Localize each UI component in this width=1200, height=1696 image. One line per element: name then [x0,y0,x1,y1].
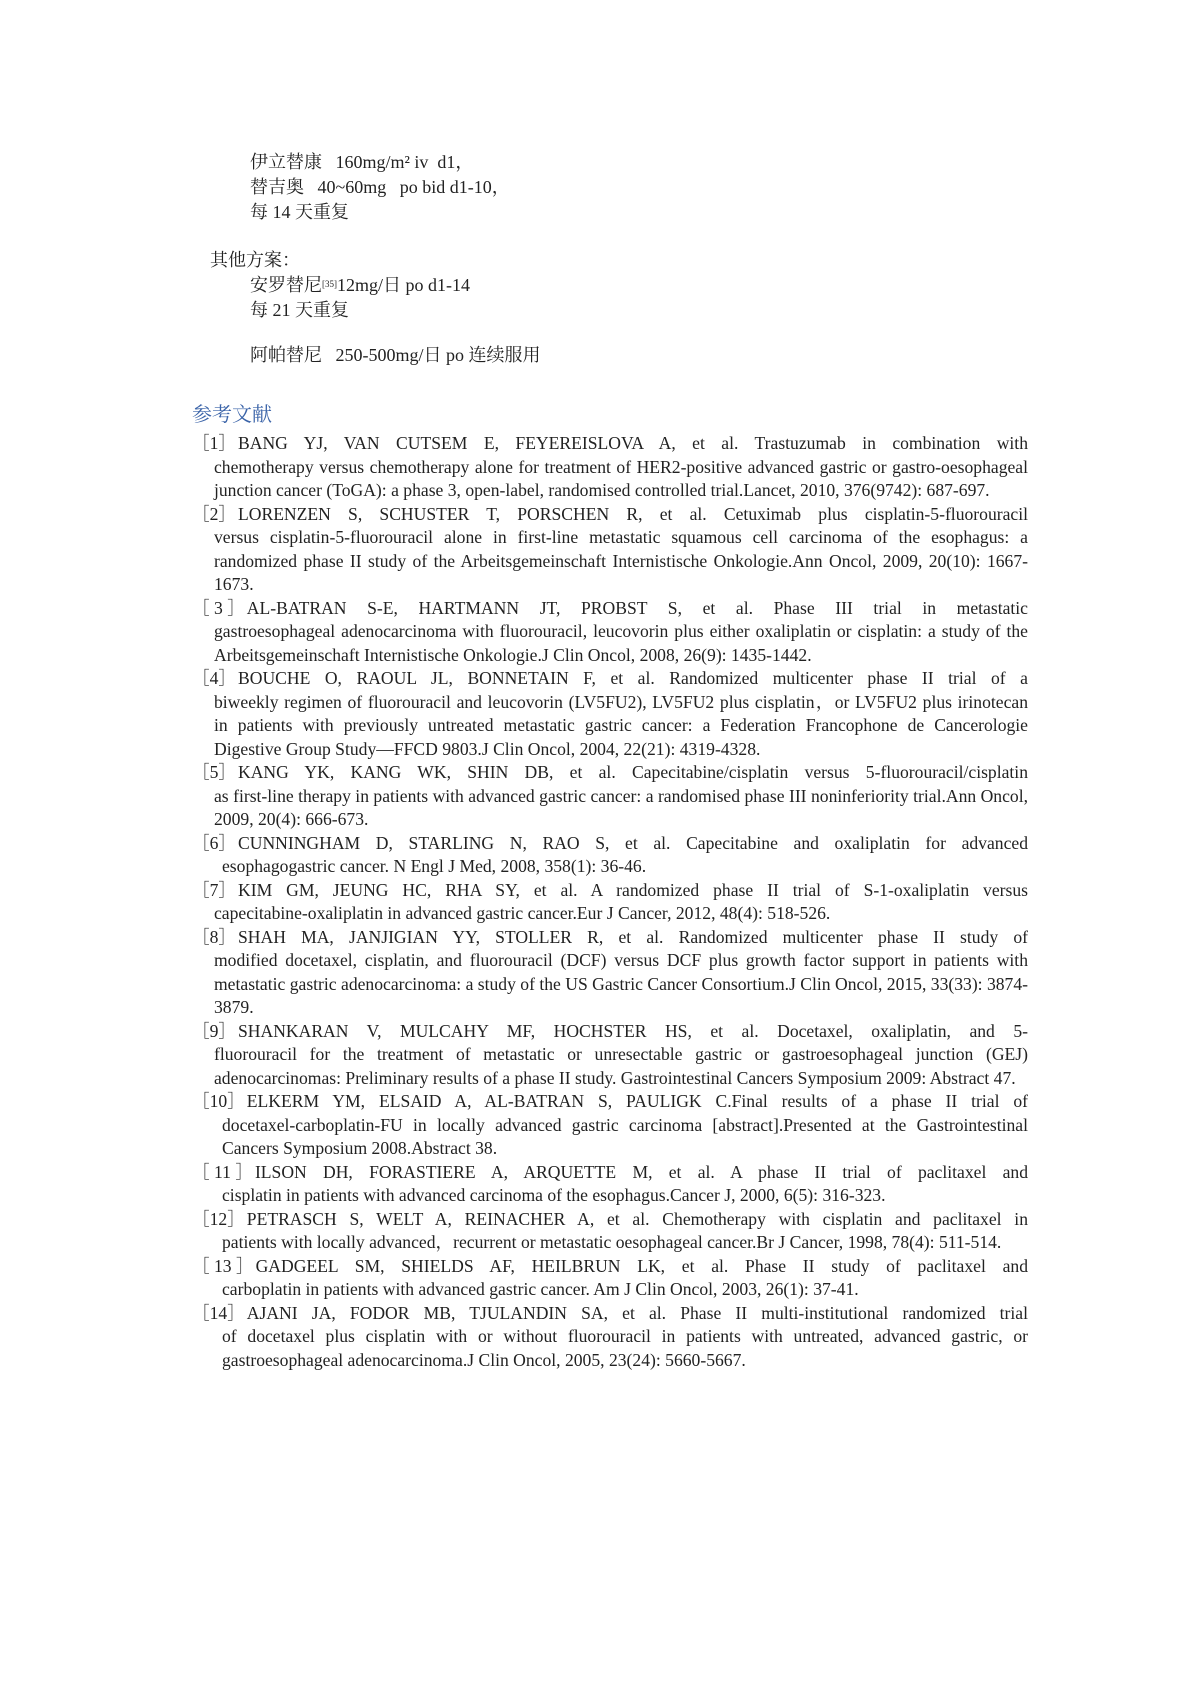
regimen-line-s1: 替吉奥 40~60mg po bid d1-10， [250,177,510,197]
reference-first-line: SHAH MA, JANJIGIAN YY, STOLLER R, et al. Randomized multicenter phase II study of [238,926,1028,947]
reference-number: ［9］ [192,1020,236,1041]
reference-item [192,1020,1028,1091]
reference-first-line: AL-BATRAN S-E, HARTMANN JT, PROBST S, et al. Phase III trial in metastatic [246,597,1028,618]
reference-continuation: gastroesophageal adenocarcinoma with fluorouracil, leucovorin plus either oxaliplatin or cisplatin: a study of the Arbeitsgemeinschaft Internistische Onkologie.J Clin Oncol, 2008, 26(9): 1435-1442. [214,621,1028,665]
reference-first-line: GADGEEL SM, SHIELDS AF, HEILBRUN LK, et al. Phase II study of paclitaxel and [255,1255,1028,1276]
reference-item [192,761,1028,832]
reference-continuation: capecitabine-oxaliplatin in advanced gastric cancer.Eur J Cancer, 2012, 48(4): 518-526. [214,903,831,923]
reference-continuation: modified docetaxel, cisplatin, and fluorouracil (DCF) versus DCF plus growth factor support in patients with metastatic gastric adenocarcinoma: a study of the US Gastric Cancer Consortium.J Clin Oncol, 2015, 33(33): 3874-3879. [214,950,1029,1017]
reference-continuation: fluorouracil for the treatment of metastatic or unresectable gastric or gastroesophageal junction (GEJ) adenocarcinomas: Preliminary results of a phase II study. Gastrointestinal Cancers Symposium 2009: Abstract 47. [214,1044,1028,1088]
regimen-line-repeat21: 每 21 天重复 [250,300,349,320]
regimen-line-irinotecan: 伊立替康 160mg/m² iv d1， [250,152,474,172]
reference-first-line: SHANKARAN V, MULCAHY MF, HOCHSTER HS, et al. Docetaxel, oxaliplatin, and 5- [238,1020,1028,1041]
reference-first-line: KIM GM, JEUNG HC, RHA SY, et al. A randomized phase II trial of S-1-oxaliplatin versus [238,879,1028,900]
reference-number: ［6］ [192,832,236,853]
reference-item [192,1302,1028,1373]
reference-first-line: LORENZEN S, SCHUSTER T, PORSCHEN R, et al. Cetuximab plus cisplatin-5-fluorouracil [238,503,1028,524]
drug-name: 安罗替尼 [250,275,322,295]
dose-text: 12mg/日 po d1-14 [337,275,470,295]
other-regimens-block [250,273,541,368]
regimen-block [250,150,510,225]
reference-continuation: of docetaxel plus cisplatin with or without fluorouracil in patients with untreated, advanced gastric, or gastroesophageal adenocarcinoma.J Clin Oncol, 2005, 23(24): 5660-5667. [222,1326,1028,1370]
reference-continuation: as first-line therapy in patients with advanced gastric cancer: a randomised phase III noninferiority trial.Ann Oncol, 2009, 20(4): 666-673. [214,785,1028,829]
citation-mark: [35] [322,279,337,289]
reference-first-line: ELKERM YM, ELSAID A, AL-BATRAN S, PAULIGK C.Final results of a phase II trial of [246,1091,1028,1111]
reference-item [192,1090,1028,1161]
reference-number: ［ 13 ］ [192,1255,254,1276]
reference-number: ［ 11 ］ [192,1161,253,1182]
reference-item [192,597,1028,668]
reference-first-line: BANG YJ, VAN CUTSEM E, FEYEREISLOVA A, et al. Trastuzumab in combination with [238,433,1028,453]
reference-first-line: KANG YK, KANG WK, SHIN DB, et al. Capecitabine/cisplatin versus 5-fluorouracil/cisplatin [238,762,1028,782]
reference-continuation: esophagogastric cancer. N Engl J Med, 2008, 358(1): 36-46. [222,856,647,876]
regimen-line-anlotinib [250,273,541,298]
reference-continuation: versus cisplatin-5-fluorouracil alone in first-line metastatic squamous cell carcinoma of the esophagus: a randomized phase II study of the Arbeitsgemeinschaft Internistische Onkologie.Ann Oncol, 2009, 20(10): 1667-1673. [214,527,1028,594]
reference-number: ［7］ [192,879,236,900]
reference-number: ［1］ [192,433,236,453]
reference-item [192,1255,1028,1302]
reference-item [192,503,1028,597]
reference-continuation: chemotherapy versus chemotherapy alone for treatment of HER2-positive advanced gastric or gastro-oesophageal junction cancer (ToGA): a phase 3, open-label, randomised controlled trial.Lancet, 2010, 376(9742): 687-697. [214,456,1028,500]
reference-first-line: BOUCHE O, RAOUL JL, BONNETAIN F, et al. Randomized multicenter phase II trial of a [238,668,1028,688]
reference-first-line: ILSON DH, FORASTIERE A, ARQUETTE M, et al. A phase II trial of paclitaxel and [254,1161,1028,1182]
other-regimens-heading: 其他方案： [210,250,300,270]
reference-continuation: biweekly regimen of fluorouracil and leucovorin (LV5FU2), LV5FU2 plus cisplatin，or LV5FU2 plus irinotecan in patients with previously untreated metastatic gastric cancer: a Federation Francophone de Cancerologie Digestive Group Study—FFCD 9803.J Clin Oncol, 2004, 22(21): 4319-4328. [214,691,1028,759]
reference-number: ［2］ [192,503,236,524]
reference-item [192,432,1028,503]
reference-number: ［12］ [192,1208,245,1229]
reference-item [192,1161,1028,1208]
reference-item [192,832,1028,879]
reference-number: ［4］ [192,668,236,688]
reference-first-line: AJANI JA, FODOR MB, TJULANDIN SA, et al. Phase II multi-institutional randomized trial [246,1302,1028,1323]
regimen-line-apatinib: 阿帕替尼 250-500mg/日 po 连续服用 [250,345,541,365]
reference-continuation: docetaxel-carboplatin-FU in locally advanced gastric carcinoma [abstract].Presented at the Gastrointestinal Cancers Symposium 2008.Abstract 38. [222,1114,1028,1158]
reference-continuation: patients with locally advanced，recurrent or metastatic oesophageal cancer.Br J Cancer, 1998, 78(4): 511-514. [222,1232,1002,1252]
reference-item [192,926,1028,1020]
reference-number: ［5］ [192,762,236,782]
reference-number: ［14］ [192,1302,245,1323]
references-heading: 参考文献 [192,404,272,426]
references-list [192,432,1028,1372]
reference-number: ［ 3 ］ [192,597,245,618]
reference-item [192,879,1028,926]
reference-number: ［8］ [192,926,236,947]
reference-continuation: carboplatin in patients with advanced gastric cancer. Am J Clin Oncol, 2003, 26(1): 37-41. [222,1279,859,1299]
reference-number: ［10］ [192,1091,245,1111]
regimen-line-repeat14: 每 14 天重复 [250,202,349,222]
reference-item [192,1208,1028,1255]
reference-first-line: CUNNINGHAM D, STARLING N, RAO S, et al. Capecitabine and oxaliplatin for advanced [238,832,1028,853]
reference-item [192,667,1028,761]
reference-first-line: PETRASCH S, WELT A, REINACHER A, et al. Chemotherapy with cisplatin and paclitaxel in [246,1208,1028,1229]
reference-continuation: cisplatin in patients with advanced carcinoma of the esophagus.Cancer J, 2000, 6(5): 316-323. [222,1185,886,1205]
